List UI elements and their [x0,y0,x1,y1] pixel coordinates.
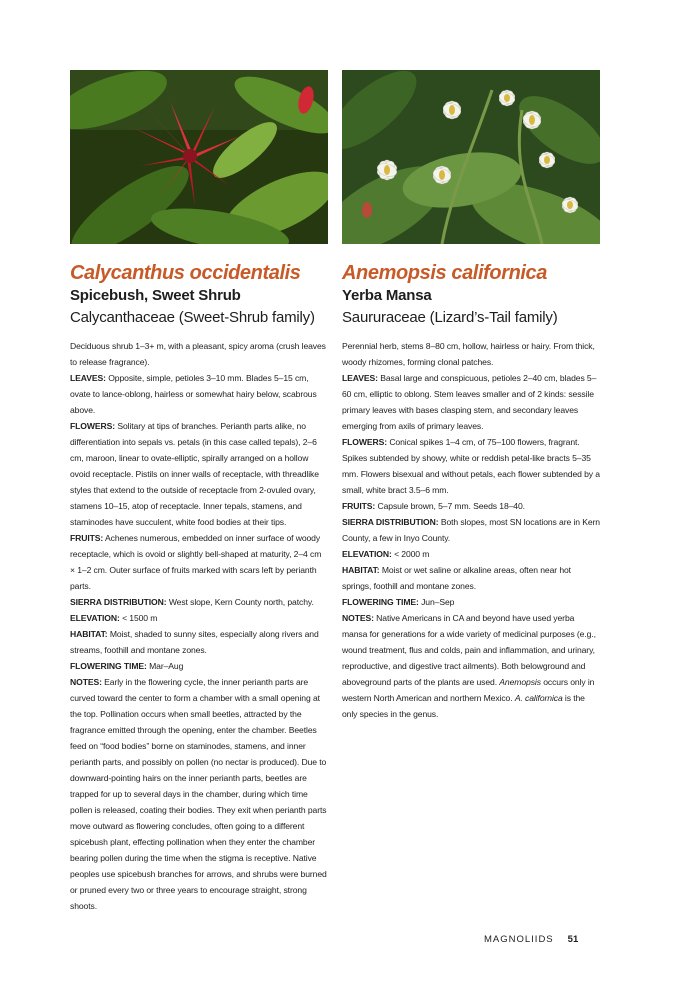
notes-genus: Anemopsis [499,677,541,687]
notes-text: Early in the flowering cycle, the inner perianth parts are curved toward the center to form a chamber with a small opening at the top. Pollination occurs when small beetles, attracted by the fragrance emitted through the opening, enter the chamber. Beetles feed on “food bodies” borne on staminodes, stamens, and inner perianth parts, and possibly on pollen (no nectar is produced). Due to downward-pointing hairs on the inner perianth parts, beetles are trapped for up to several days in the chamber, during which time pollen is released, coating their bodies. They exit when perianth parts move outward as flowering concludes, often going to a different spicebush plant, effecting pollination when they enter the chamber bearing pollen during the time when the stigma is receptive. Native peoples use spicebush branches for arrows, and shrubs were burned or pruned every two or three years to encourage straight, strong shoots. [70,677,327,911]
flowers-label: FLOWERS: [70,421,116,431]
flowering-time-paragraph [342,594,600,610]
flowering-time-label: FLOWERING TIME: [70,661,147,671]
species-entry-anemopsis [342,70,600,722]
calycanthus-photo [70,70,328,244]
species-name: Calycanthus occidentalis [70,262,301,284]
leaves-paragraph [342,370,600,434]
common-name: Spicebush, Sweet Shrub [70,287,241,304]
anemopsis-photo [342,70,600,244]
description [342,338,600,722]
habitat-label: HABITAT: [342,565,380,575]
notes-text: Native Americans in CA and beyond have used yerba mansa for generations for a wide variety of medicinal purposes (e.g., wound treatment, flus and colds, pain and inflammation, and urinary, reproductive, and digestive tract ailments). Both belowground and aboveground parts of the plants are used. [342,613,596,687]
leaves-label: LEAVES: [342,373,378,383]
fruits-text: Achenes numerous, embedded on inner surface of woody receptacle, which is ovoid or slightly bell-shaped at maturity, 2–4 cm × 1–2 cm. Outer surface of fruits marked with scars left by perianth parts. [70,533,322,591]
distribution-paragraph [70,594,328,610]
description [70,338,328,914]
leaves-label: LEAVES: [70,373,106,383]
species-name: Anemopsis californica [342,262,547,284]
elevation-paragraph [342,546,600,562]
notes-paragraph [70,674,328,914]
flowering-time-paragraph [70,658,328,674]
fruits-label: FRUITS: [342,501,376,511]
elevation-text: < 2000 m [394,549,430,559]
flowers-text: Solitary at tips of branches. Perianth parts alike, no differentiation into sepals vs. petals (in this case called tepals), 2–6 cm, maroon, linear to ovate-elliptic, spirally arranged on a hollow ovoid receptacle. Pistils on inner walls of receptacle, with threadlike styles that extend to the outside of receptacle from 2-ovuled ovary, stamens 10–15, atop of receptacle. Inner tepals, stamens, and staminodes have succulent, white food bodies at their tips. [70,421,319,527]
flowering-time-label: FLOWERING TIME: [342,597,419,607]
common-name: Yerba Mansa [342,287,432,304]
flowers-text: Conical spikes 1–4 cm, of 75–100 flowers, fragrant. Spikes subtended by showy, white or reddish petal-like bracts 5–35 mm. Flowers bisexual and without petals, each flower subtended by a small, white bract 3.5–6 mm. [342,437,600,495]
page-number: 51 [567,934,579,945]
notes-label: NOTES: [342,613,374,623]
notes-paragraph [342,610,600,722]
section-title: MAGNOLIIDS [484,934,554,945]
distribution-text: Both slopes, most SN locations are in Kern County, a few in Inyo County. [342,517,600,543]
habitat-label: HABITAT: [70,629,108,639]
distribution-paragraph [342,514,600,546]
fruits-text: Capsule brown, 5–7 mm. Seeds 18–40. [377,501,525,511]
elevation-text: < 1500 m [122,613,158,623]
fruits-label: FRUITS: [70,533,104,543]
species-entry-calycanthus [70,70,328,914]
leaves-text: Opposite, simple, petioles 3–10 mm. Blades 5–15 cm, ovate to lance-oblong, hairless or somewhat hairy below, scabrous above. [70,373,317,415]
fruits-paragraph [70,530,328,594]
elevation-paragraph [70,610,328,626]
flowering-time-text: Mar–Aug [149,661,184,671]
elevation-label: ELEVATION: [342,549,392,559]
flowers-paragraph [342,434,600,498]
habitat-text: Moist, shaded to sunny sites, especially along rivers and streams, foothill and montane zones. [70,629,319,655]
leaves-paragraph [70,370,328,418]
intro-text: Deciduous shrub 1–3+ m, with a pleasant, spicy aroma (crush leaves to release fragrance). [70,341,326,367]
habitat-text: Moist or wet saline or alkaline areas, often near hot springs, foothill and montane zones. [342,565,571,591]
leaves-text: Basal large and conspicuous, petioles 2–40 cm, blades 5–60 cm, elliptic to oblong. Stem leaves smaller and of 2 kinds: sessile primary leaves with bases clasping stem, and secondary leaves emerging from axils of primary leaves. [342,373,597,431]
flowers-paragraph [70,418,328,530]
flowers-label: FLOWERS: [342,437,388,447]
fruits-paragraph [342,498,600,514]
habitat-paragraph [70,626,328,658]
anemopsis-photo-image [342,70,600,244]
distribution-label: SIERRA DISTRIBUTION: [342,517,439,527]
flowering-time-text: Jun–Sep [421,597,455,607]
family-name: Calycanthaceae (Sweet-Shrub family) [70,309,315,326]
elevation-label: ELEVATION: [70,613,120,623]
distribution-label: SIERRA DISTRIBUTION: [70,597,167,607]
habitat-paragraph [342,562,600,594]
family-name: Saururaceae (Lizard’s-Tail family) [342,309,558,326]
calycanthus-photo-image [70,70,328,244]
notes-text-3: is the only species in the genus. [342,693,585,719]
notes-label: NOTES: [70,677,102,687]
page-footer [484,934,578,945]
notes-text-2: occurs only in western North American and northern Mexico. [342,677,595,703]
distribution-text: West slope, Kern County north, patchy. [168,597,314,607]
intro-text: Perennial herb, stems 8–80 cm, hollow, hairless or hairy. From thick, woody rhizomes, forming clonal patches. [342,341,595,367]
notes-species: A. californica [514,693,563,703]
